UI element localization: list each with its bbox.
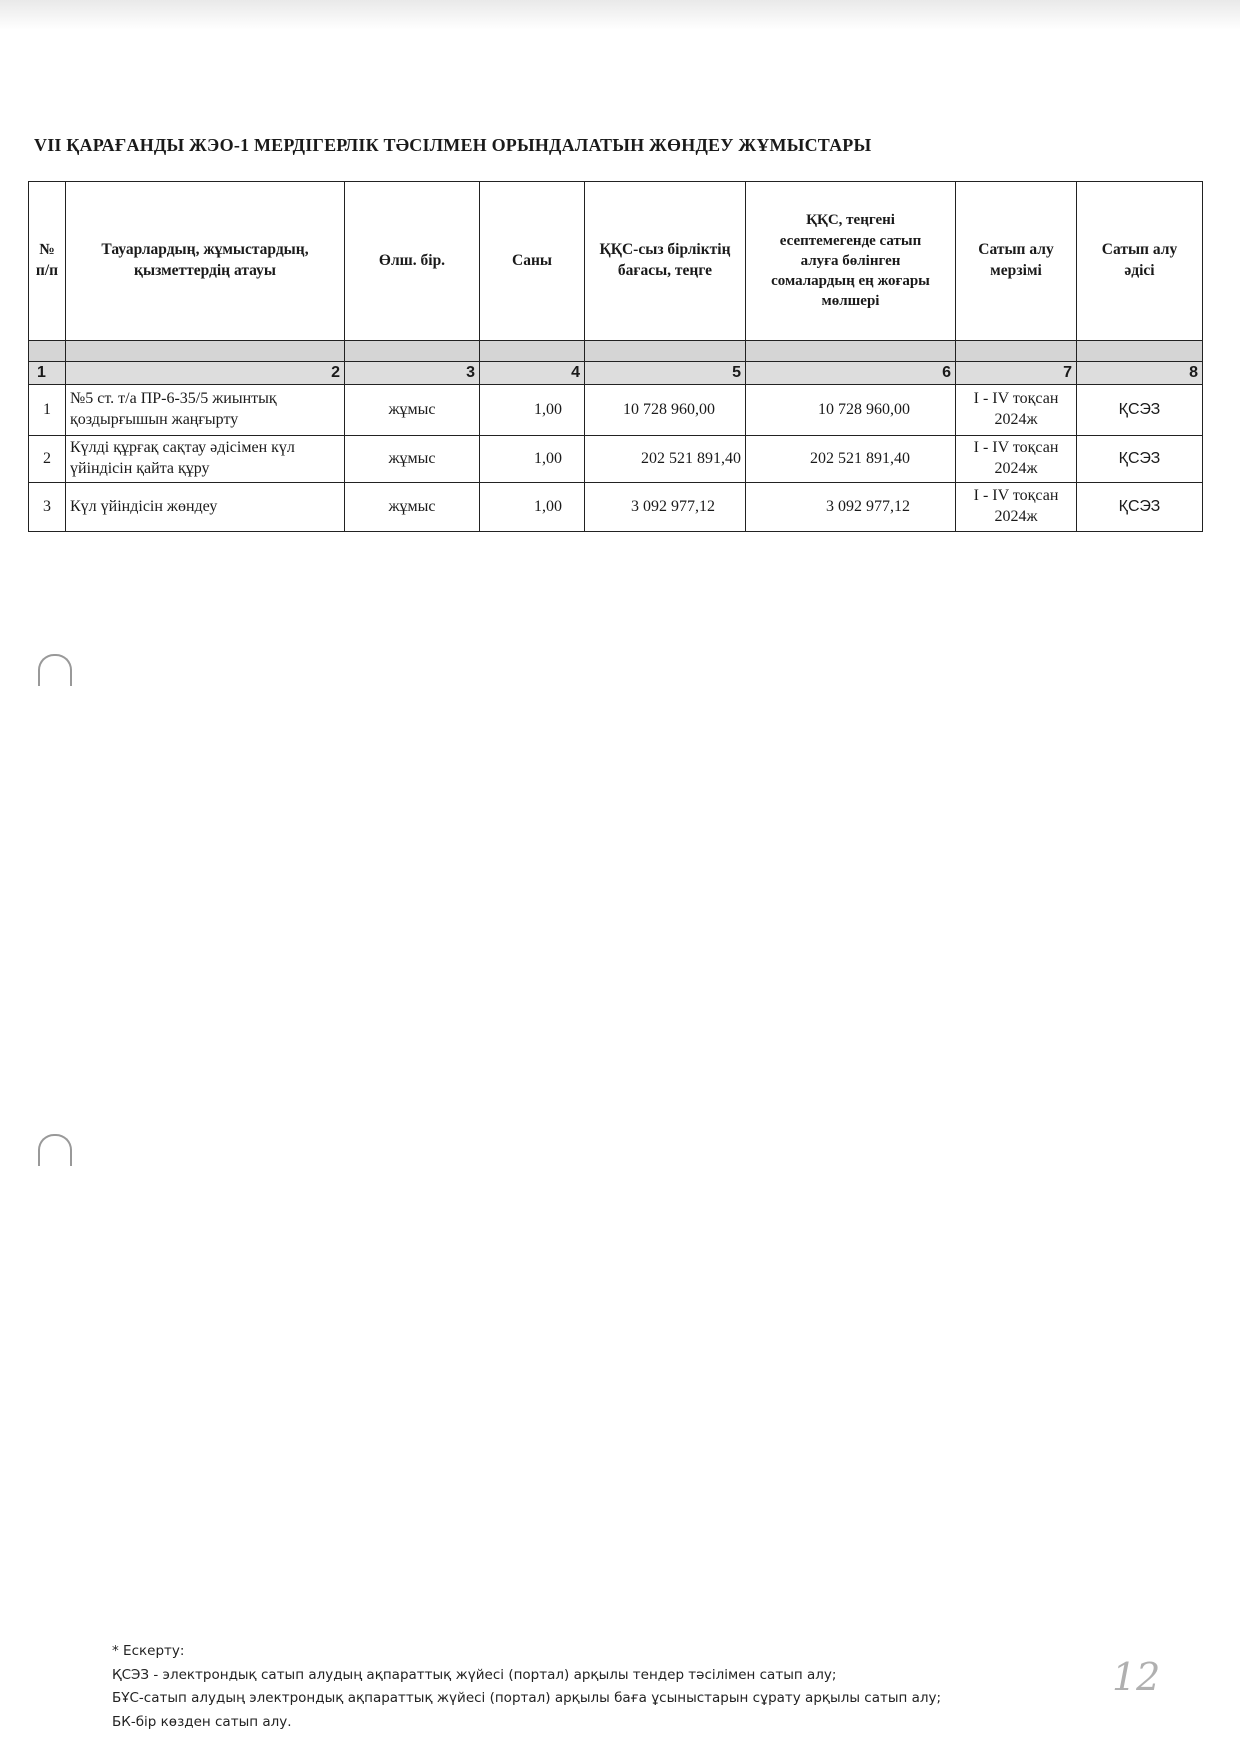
table-row [29,385,1203,436]
row-qty: 1,00 [480,436,585,483]
row-name [66,436,345,483]
punch-hole-mark [38,654,72,686]
header-method-line: Сатып алу [1101,241,1178,259]
table-row [29,436,1203,483]
header-name [66,182,345,341]
row-term-line: 2024ж [994,508,1038,525]
header-total-line: сомалардың ең жоғары [771,273,930,290]
footnotes [112,1640,941,1734]
row-num: 1 [29,385,66,436]
header-total [746,182,956,341]
row-price: 3 092 977,12 [585,483,746,532]
row-total: 10 728 960,00 [746,385,956,436]
header-term [956,182,1077,341]
header-method-line: әдісі [1124,262,1155,279]
header-price [585,182,746,341]
spacer-cell [345,341,480,362]
column-number: 1 [29,362,66,385]
spacer-cell [29,341,66,362]
row-unit: жұмыс [345,436,480,483]
row-name [66,385,345,436]
row-name-line: №5 ст. т/а ПР-6-35/5 жиынтық [70,390,277,408]
header-unit: Өлш. бір. [345,182,480,341]
header-term-line: Сатып алу [978,241,1054,259]
row-num: 3 [29,483,66,532]
footnote-line: БҰС-сатып алудың электрондық ақпараттық жүйесі (портал) арқылы баға ұсыныстарын сұрату арқылы сатып алу; [112,1690,942,1706]
column-number: 5 [585,362,746,385]
row-total: 202 521 891,40 [746,436,956,483]
row-name-line: үйіндісін қайта құру [70,460,210,477]
column-number: 6 [746,362,956,385]
row-qty: 1,00 [480,385,585,436]
footnote-heading: * Ескерту: [112,1643,185,1659]
header-name-line: Тауарлардың, жұмыстардың, [101,241,309,259]
header-total-line: есептемегенде сатып [779,232,922,249]
row-term [956,483,1077,532]
row-num: 2 [29,436,66,483]
column-number: 8 [1077,362,1203,385]
header-qty: Саны [480,182,585,341]
column-number: 7 [956,362,1077,385]
spacer-cell [480,341,585,362]
spacer-cell [585,341,746,362]
spacer-cell [956,341,1077,362]
header-total-line: мөлшері [821,293,880,310]
row-name-line: қоздырғышын жаңғырту [70,411,239,428]
row-unit: жұмыс [345,483,480,532]
header-total-line: ҚҚС, теңгені [806,212,895,229]
header-total-line: алуға бөлінген [800,252,901,269]
punch-hole-mark [38,1134,72,1166]
row-unit: жұмыс [345,385,480,436]
document-title: VII ҚАРАҒАНДЫ ЖЭО-1 МЕРДІГЕРЛІК ТӘСІЛМЕН ОРЫНДАЛАТЫН ЖӨНДЕУ ЖҰМЫСТАРЫ [34,135,872,155]
header-term-line: мерзімі [990,262,1042,279]
header-name-line: қызметтердің атауы [134,262,276,279]
header-num-line: п/п [35,262,59,279]
scan-edge-shadow [0,0,1240,30]
row-name-line: Күл үйіндісін жөндеу [70,497,218,515]
row-term-line: I - IV тоқсан [973,487,1059,505]
row-name [66,483,345,532]
procurement-table [28,181,1203,532]
column-number: 4 [480,362,585,385]
row-term [956,385,1077,436]
header-price-line: бағасы, теңге [617,262,713,279]
row-name-line: Күлді құрғақ сақтау әдісімен күл [70,439,295,457]
row-term-line: 2024ж [994,460,1038,477]
spacer-cell [66,341,345,362]
header-row [29,182,1203,341]
handwritten-page-number: 12 [1112,1655,1161,1699]
row-total: 3 092 977,12 [746,483,956,532]
spacer-cell [1077,341,1203,362]
header-num-line: № [39,241,55,259]
row-qty: 1,00 [480,483,585,532]
footnote-line: ҚСЭЗ - электрондық сатып алудың ақпараттық жүйесі (портал) арқылы тендер тәсілімен сатып алу; [112,1666,837,1683]
row-term-line: I - IV тоқсан [973,390,1059,408]
header-method [1077,182,1203,341]
row-term-line: I - IV тоқсан [973,439,1059,457]
gray-spacer-row [29,341,1203,362]
row-price: 10 728 960,00 [585,385,746,436]
row-term-line: 2024ж [994,411,1038,428]
row-method: ҚСЭЗ [1077,483,1203,532]
table-row [29,483,1203,532]
row-method: ҚСЭЗ [1077,436,1203,483]
row-term [956,436,1077,483]
footnote-line: БК-бір көзден сатып алу. [112,1713,292,1730]
header-price-line: ҚҚС-сыз бірліктің [599,241,731,259]
header-num [29,182,66,341]
row-price: 202 521 891,40 [585,436,746,483]
spacer-cell [746,341,956,362]
column-number: 2 [66,362,345,385]
column-number-row [29,362,1203,385]
column-number: 3 [345,362,480,385]
row-method: ҚСЭЗ [1077,385,1203,436]
